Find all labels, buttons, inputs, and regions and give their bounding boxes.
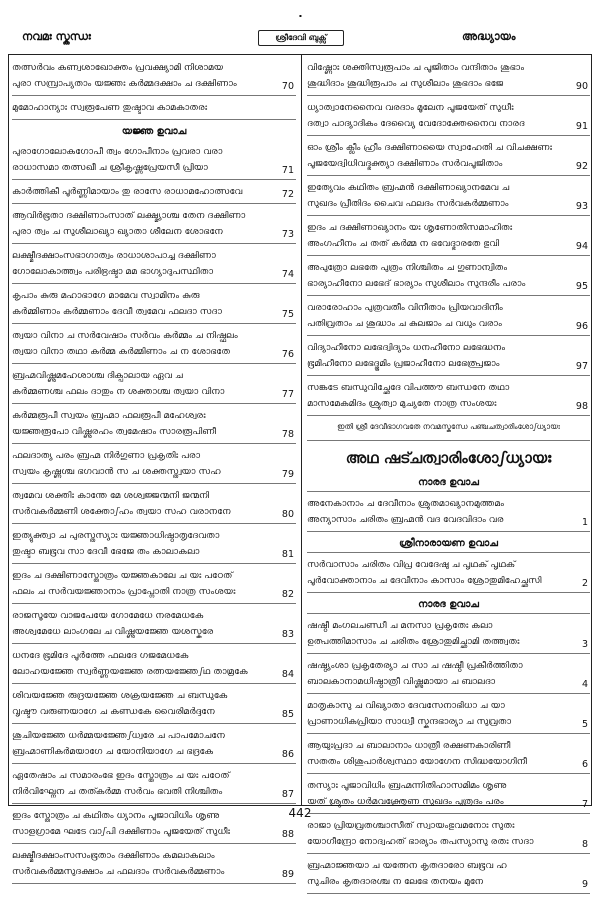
verse-line: പുരാ സമ്പ്രാപ്യതാം യജ്ഞഃ കർമ്മദക്ഷാം ച ദക്ഷിണാം [12, 78, 237, 89]
verse-number: 88 [281, 829, 294, 840]
verse-number: 85 [281, 709, 294, 720]
verse-number: 6 [581, 759, 588, 770]
verse-number: 98 [575, 401, 588, 412]
verse-line: അനേകാനാം ച ദേവീനാം ശ്രുതമാഖ്യാനമുത്തമം [307, 498, 504, 509]
chapter-colophon: ഇതി ശ്രീ ദേവീഭാഗവതേ നവമസ്കന്ധേ പഞ്ചചത്വാരിംശോഽധ്യായഃ [337, 422, 560, 431]
verse [307, 300, 590, 336]
verse-line: കാർത്തികീ പൂർണ്ണിമായാം തു രാസേ രാധാമഹോത്സവേ [12, 186, 243, 197]
verse-line: പൂർവോക്താനാം ച ദേവീനാം കാസാം ശ്രോതുമിഹേച്ഛസി [307, 575, 542, 586]
verse-line: കർമ്മണശ്ച ഫലം ദാതും ന ശക്താശ്ച ത്വയാ വിനാ [12, 386, 225, 397]
verse-line: യത് ശ്രുതം ധർമവക്ത്രേണ സുഖദം പുത്രദം പരം [307, 796, 504, 807]
verse-line: ഷഷ്ഠ്യംശാ പ്രകൃതേര്യാ ച സാ ച ഷഷ്ഠീ പ്രകീർത്തിതാ [307, 660, 523, 671]
verse-line: ത്വയാ വിനാ ച സർവേഷാം സർവം കർമ്മം ച നിഷ്ഫലം [12, 330, 238, 341]
verse-number: 79 [281, 469, 294, 480]
verse-line: തുഷ്ടാ ബഭൂവ സാ ദേവീ ഭേജേ തം കാലാകലാ [12, 546, 200, 557]
verse-line: നിർവിഘ്നേന ച തത്കർമ്മ സർവം ഭവതി നിശ്ചിതം [12, 786, 223, 797]
header-left-label: നവമഃ സ്കന്ധഃ [22, 30, 91, 43]
verse-number: 93 [575, 201, 588, 212]
verse-number: 77 [281, 389, 294, 400]
verse-number: 91 [575, 121, 588, 132]
verse-line: മാതൃകാസു ച വിഖ്യാതാ ദേവസേനാഭിധാ ച യാ [307, 700, 505, 711]
verse-line: ഇത്യുക്ത്വാ ച പുരസ്തസ്യാഃ യജ്ഞാധിഷ്ഠാതൃദേവതാ [12, 530, 220, 541]
verse [12, 728, 296, 764]
speaker-heading: ശ്രീനാരായണ ഉവാച [307, 536, 590, 553]
verse-line: സ്വയം കൃഷ്ണശ്ച ഭഗവാൻ സ ച ശക്തസ്ത്വയാ സഹ [12, 466, 221, 477]
verse-line: പുരാഗോലോകഗോപീ ത്വം ഗോപീനാം പ്രവരാ വരാ [12, 146, 223, 157]
verse-line: സർവകർമ്മസുദക്ഷാം ച ഫലദാം സർവകർമ്മണാം [12, 866, 225, 877]
verse [307, 60, 590, 96]
verse-number: 8 [581, 839, 588, 850]
verse-line: ഫലദാത്യ പരം ബ്രഹ്മ നിർഗുണാ പ്രകൃതിഃ പരാ [12, 450, 201, 461]
verse-number: 71 [281, 165, 294, 176]
verse-line: ഉത്പത്തിമാസാം ച ചരിതം ശ്രോതുമിച്ഛാമി തത്ത്വതഃ [307, 636, 520, 647]
verse-line: അംഗഹീനം ച തത് കർമ്മ ന ഭവേദ്ഭാരതേ ഭുവി [307, 238, 500, 249]
verse-line: രാജാ പ്രിയവ്രതശ്ചാസീത് സ്വായംഭുവമനോഃ സുതഃ [307, 820, 515, 831]
verse-number: 97 [575, 361, 588, 372]
verse [12, 100, 296, 120]
verse-number: 89 [281, 869, 294, 880]
verse-number: 78 [281, 429, 294, 440]
verse [12, 768, 296, 804]
verse-line: ഇത്യേവം കഥിതം ബ്രഹ്മൻ ദക്ഷിണാഖ്യാനമേവ ച [307, 182, 510, 193]
verse-line: ആവിർഭൂതാ ദക്ഷിണാംസാത് ലക്ഷ്മ്യാശ്ച തേന ദക്ഷിണാ [12, 210, 246, 221]
verse-line: പ്രാണാധികപ്രിയാ സാധ്വീ സ്കന്ദഭാര്യാ ച സുവ്രതാ [307, 716, 512, 727]
verse-line: സർവാസാം ചരിതം വിപ്ര വേദേഷു ച പൃഥക് പൃഥക് [307, 559, 516, 570]
verse-line: കൃപാം കുരു മഹാഭാഗേ മാമേവ സ്വാമിനം കുരു [12, 290, 200, 301]
verse-number: 75 [281, 309, 294, 320]
verse-line: വരാരോഹാം പുത്രവതീം വിനീതാം പ്രിയവാദിനീം [307, 302, 503, 313]
speaker-heading: നാരദ ഉവാച [307, 597, 590, 614]
verse [12, 528, 296, 564]
verse [307, 557, 590, 593]
verse [12, 60, 296, 96]
verse-line: ഭാര്യാഹീനോ ലഭേദ് ഭാര്യാം സുശീലാം സുന്ദരീം പരാം [307, 278, 526, 289]
verse [12, 848, 296, 884]
verse-line: സാളഗ്രാമേ ഘടേ വാഽപി ദക്ഷിണാം പൂജയേത് സുധീഃ [12, 826, 230, 837]
verse-number: 96 [575, 321, 588, 332]
verse [307, 858, 590, 894]
verse-line: കർമ്മിണാം കർമ്മണാം ദേവീ ത്വമേവ ഫലദാ സദാ [12, 306, 222, 317]
verse-line: അശ്വമേധേ ലാംഗലേ ച വിഷ്ണുയജ്ഞേ യശസ്കരേ [12, 626, 214, 637]
verse-line: സുചിരം കൃതദാരശ്ച ന ലേഭേ തനയം മുനേ [307, 876, 484, 887]
speaker-heading: യജ്ഞ ഉവാച [121, 126, 187, 137]
verse [12, 184, 296, 204]
verse-number: 1 [581, 517, 588, 528]
verse [307, 618, 590, 654]
verse-line: അന്യാസാം ചരിതം ബ്രഹ്മൻ വദ വേദവിദാം വര [307, 514, 504, 525]
verse-line: ഓം ശ്രീം ക്ലീം ഹ്രീം ദക്ഷിണായൈ സ്വാഹേതി ച വിചക്ഷണഃ [307, 142, 553, 153]
verse [307, 140, 590, 176]
verse-number: 74 [281, 269, 294, 280]
verse-line: ലക്ഷ്മീദക്ഷാംസസംഭൂതാം ദക്ഷിണാം കമലാകലാം [12, 850, 215, 861]
verse [307, 496, 590, 532]
verse [12, 488, 296, 524]
verse-line: ധനദേ ഭൂമിദേ പൂർത്തേ ഫലദേ ഗജമേധകേ [12, 650, 189, 661]
verse-line: ഫലം ച സർവയജ്ഞാനാം പ്രാപ്നോതി നാത്ര സംശയഃ [12, 586, 236, 597]
verse-line: ത്വയാ വിനാ തഥാ കർമ്മ കർമ്മിണാം ച ന ശോഭതേ [12, 346, 230, 357]
verse-line: ലോഹയജ്ഞേ സ്വർണ്ണയജ്ഞേ രത്നയജ്ഞേഽഥ താമ്രകേ [12, 666, 248, 677]
verse-number: 86 [281, 749, 294, 760]
verse-line: പതിവ്രതാം ച ശുദ്ധാം ച കുലജാം ച വധും വരാം [307, 318, 502, 329]
verse [12, 648, 296, 684]
verse-number: 82 [281, 589, 294, 600]
verse-line: രാജസൂയേ വാജപേയേ ഗോമേധേ നരമേധകേ [12, 610, 204, 621]
verse [12, 144, 296, 180]
right-column [307, 60, 590, 898]
verse-line: യജ്ഞരൂപോ വിഷ്ണുരഹം ത്വമേഷാം സാരരൂപിണീ [12, 426, 217, 437]
verse-line: ശുദ്ധിദാം ശുദ്ധിരൂപാം ച സുശീലാം ശുഭദാം ഭജേ [307, 78, 504, 89]
verse [12, 248, 296, 284]
verse-line: ദത്വാ പാദ്യാദികം ദേവ്യൈ വേദോക്തേനൈവ നാരദ [307, 118, 525, 129]
verse-number: 70 [281, 81, 294, 92]
verse-line: മാസമേകമിദം ശ്രുത്വാ മുച്യതേ നാത്ര സംശയഃ [307, 398, 497, 409]
verse-line: വൃഷ്ടൗ വരുണയാഗേ ച കണ്ഡകേ വൈരിമർദ്ദനേ [12, 706, 215, 717]
verse-line: ഇദം ച ദക്ഷിണാഖ്യാനം യഃ ശൃണോതിസമാഹിതഃ [307, 222, 513, 233]
verse-line: തസ്യാഃ പൂജാവിധിം ബ്രഹ്മന്നിതിഹാസമിമം ശൃണു [307, 780, 507, 791]
verse-number: 87 [281, 789, 294, 800]
verse-line: ബാലകാനാമധിഷ്ഠാത്രീ വിഷ്ണുമായാ ച ബാലദാ [307, 676, 496, 687]
verse-line: ഇദം സ്തോത്രം ച കഥിതം ധ്യാനം പൂജാവിധിം ശൃണു [12, 810, 220, 821]
verse-line: ഗോലോകാത്ത്വം പരിഭ്രഷ്ടാ മമ ഭാഗ്യാദുപസ്ഥിതാ [12, 266, 214, 277]
verse-number: 5 [581, 719, 588, 730]
publisher-logo-icon: ᐧ [297, 4, 303, 28]
verse-number: 9 [581, 879, 588, 890]
verse [307, 260, 590, 296]
verse-line: ബ്രഹ്മവിഷ്ണുമഹേശാശ്ച ദിക്പാലായ ഏവ ച [12, 370, 183, 381]
verse [307, 698, 590, 734]
verse-line: അപുത്രോ ലഭതേ പുത്രം നിശ്ചിതം ച ഗുണാന്വിതം [307, 262, 508, 273]
verse-line: ഇദം ച ദക്ഷിണാസ്തോത്രം യജ്ഞകാലേ ച യഃ പഠേത് [12, 570, 233, 581]
verse-number: 83 [281, 629, 294, 640]
verse-line: സതതം ശിശുപാർശ്വസ്ഥാ യോഗേന സിദ്ധയോഗിനീ [307, 756, 527, 767]
verse-line: ബ്രഹ്മാണികർമയാഗേ ച യോനിയാഗേ ച ഭദ്രകേ [12, 746, 214, 757]
verse [12, 368, 296, 404]
verse-line: ധ്യാത്വാനേനൈവ വരദാം മൂലേന പൂജയേത് സുധീഃ [307, 102, 514, 113]
verse-line: പൂജയേദ്വിധിവദ്ഭക്ത്യാ ദക്ഷിണാം സർവപൂജിതാം [307, 158, 503, 169]
page-number: 442 [288, 806, 312, 820]
verse-number: 7 [581, 799, 588, 810]
verse-line: സുഖദം പ്രീതിദം ചൈവ ഫലദം സർവകർമ്മണാം [307, 198, 509, 209]
verse-number: 2 [581, 578, 588, 589]
verse-line: സങ്കടേ ബന്ധുവിച്ഛേദേ വിപത്തൗ ബന്ധനേ തഥാ [307, 382, 510, 393]
verse-number: 76 [281, 349, 294, 360]
chapter-title: അഥ ഷട്ചത്വാരിംശോഽധ്യായഃ [307, 440, 590, 469]
verse-line: ആയുഃപ്രദാ ച ബാലാനാം ധാത്രീ രക്ഷണകാരിണീ [307, 740, 511, 751]
verse-number: 84 [281, 669, 294, 680]
verse-line: തത്സർവം കണ്വശാഖോക്തം പ്രവക്ഷ്യാമി നിശാമയ [12, 62, 224, 73]
verse-number: 72 [281, 189, 294, 200]
verse [12, 328, 296, 364]
publisher-badge: ശ്രീദേവി ബുക്സ് [258, 30, 344, 46]
verse-line: മുമോഹാന്യാഃ സ്വരൂപേണ തുഷ്ടാവ കാമകാതരഃ [12, 102, 208, 113]
verse-number: 95 [575, 281, 588, 292]
verse-line: ബ്രഹ്മാജ്ഞയാ ച യത്നേന കൃതദാരോ ബഭൂവ ഹ [307, 860, 507, 871]
verse-number: 92 [575, 161, 588, 172]
verse-number: 80 [281, 509, 294, 520]
column-divider [301, 54, 302, 806]
header-right-label: അദ്ധ്യായം [462, 30, 516, 43]
verse [12, 688, 296, 724]
verse-line: വിദ്യാഹീനോ ലഭേദ്വിദ്യാം ധനഹീനോ ലഭേദ്ധനം [307, 342, 506, 353]
verse-line: രാധാസമാ തത്സഖീ ച ശ്രീകൃഷ്ണപ്രേയസീ പ്രിയാ [12, 162, 208, 173]
verse-number: 90 [575, 81, 588, 92]
speaker-heading: നാരദ ഉവാച [307, 475, 590, 492]
verse [307, 340, 590, 376]
verse [12, 288, 296, 324]
verse [307, 738, 590, 774]
verse-number: 4 [581, 679, 588, 690]
page-header [0, 0, 600, 52]
verse-line: കർമ്മരൂപീ സ്വയം ബ്രഹ്മാ ഫലരൂപീ മഹേശ്വരഃ [12, 410, 206, 421]
verse-line: ലക്ഷ്മീദക്ഷാംസഭാഗാത്വം രാധാശാപാച്ച ദക്ഷിണാ [12, 250, 216, 261]
verse-line: പുരാ ത്വം ച സുശീലാഖ്യാ ഖ്യാതാ ശീലേന ശോഭനേ [12, 226, 223, 237]
verse-line: ശിവയജ്ഞേ രുദ്രയജ്ഞേ ശക്രയജ്ഞേ ച ബന്ധുകേ [12, 690, 228, 701]
verse-number: 73 [281, 229, 294, 240]
verse-line: യോഗീന്ദ്രോ നോദ്വഹത് ഭാര്യാം തപസ്യാസു രതഃ സദാ [307, 836, 534, 847]
verse [307, 220, 590, 256]
verse-line: ത്വമേവ ശക്തിഃ കാന്തേ മേ ശശ്വജ്ജന്മനി ജന്മനി [12, 490, 210, 501]
verse-number: 94 [575, 241, 588, 252]
verse-number: 81 [281, 549, 294, 560]
verse-line: ഭൂമിഹീനോ ലഭേദ്ഭൂമിം പ്രജാഹീനോ ലഭേത്പ്രജാം [307, 358, 500, 369]
verse [307, 180, 590, 216]
verse-line: ഷഷ്ഠീ മംഗലചണ്ഡീ ച മനസാ പ്രകൃതേഃ കലാ [307, 620, 493, 631]
verse [12, 448, 296, 484]
verse [307, 380, 590, 416]
verse [307, 658, 590, 694]
verse [12, 408, 296, 444]
verse-line: ശുചിയജ്ഞേ ധർമ്മയജ്ഞേഽധ്വരേ ച പാപമോചനേ [12, 730, 225, 741]
verse [12, 608, 296, 644]
verse [307, 100, 590, 136]
verse [12, 568, 296, 604]
verse [12, 208, 296, 244]
verse-line: സർവകർമ്മണി ശക്തോഽഹം ത്വയാ സഹ വരാനനേ [12, 506, 231, 517]
verse-line: വിഷ്ണോഃ ശക്തിസ്വരൂപാം ച പൂജിതാം വന്ദിതാം ശുഭാം [307, 62, 525, 73]
verse [307, 818, 590, 854]
verse-line: ഏതേഷാം ച സമാരംഭേ ഇദം സ്തോത്രം ച യഃ പഠേത് [12, 770, 230, 781]
left-column [12, 60, 296, 888]
verse-number: 3 [581, 639, 588, 650]
